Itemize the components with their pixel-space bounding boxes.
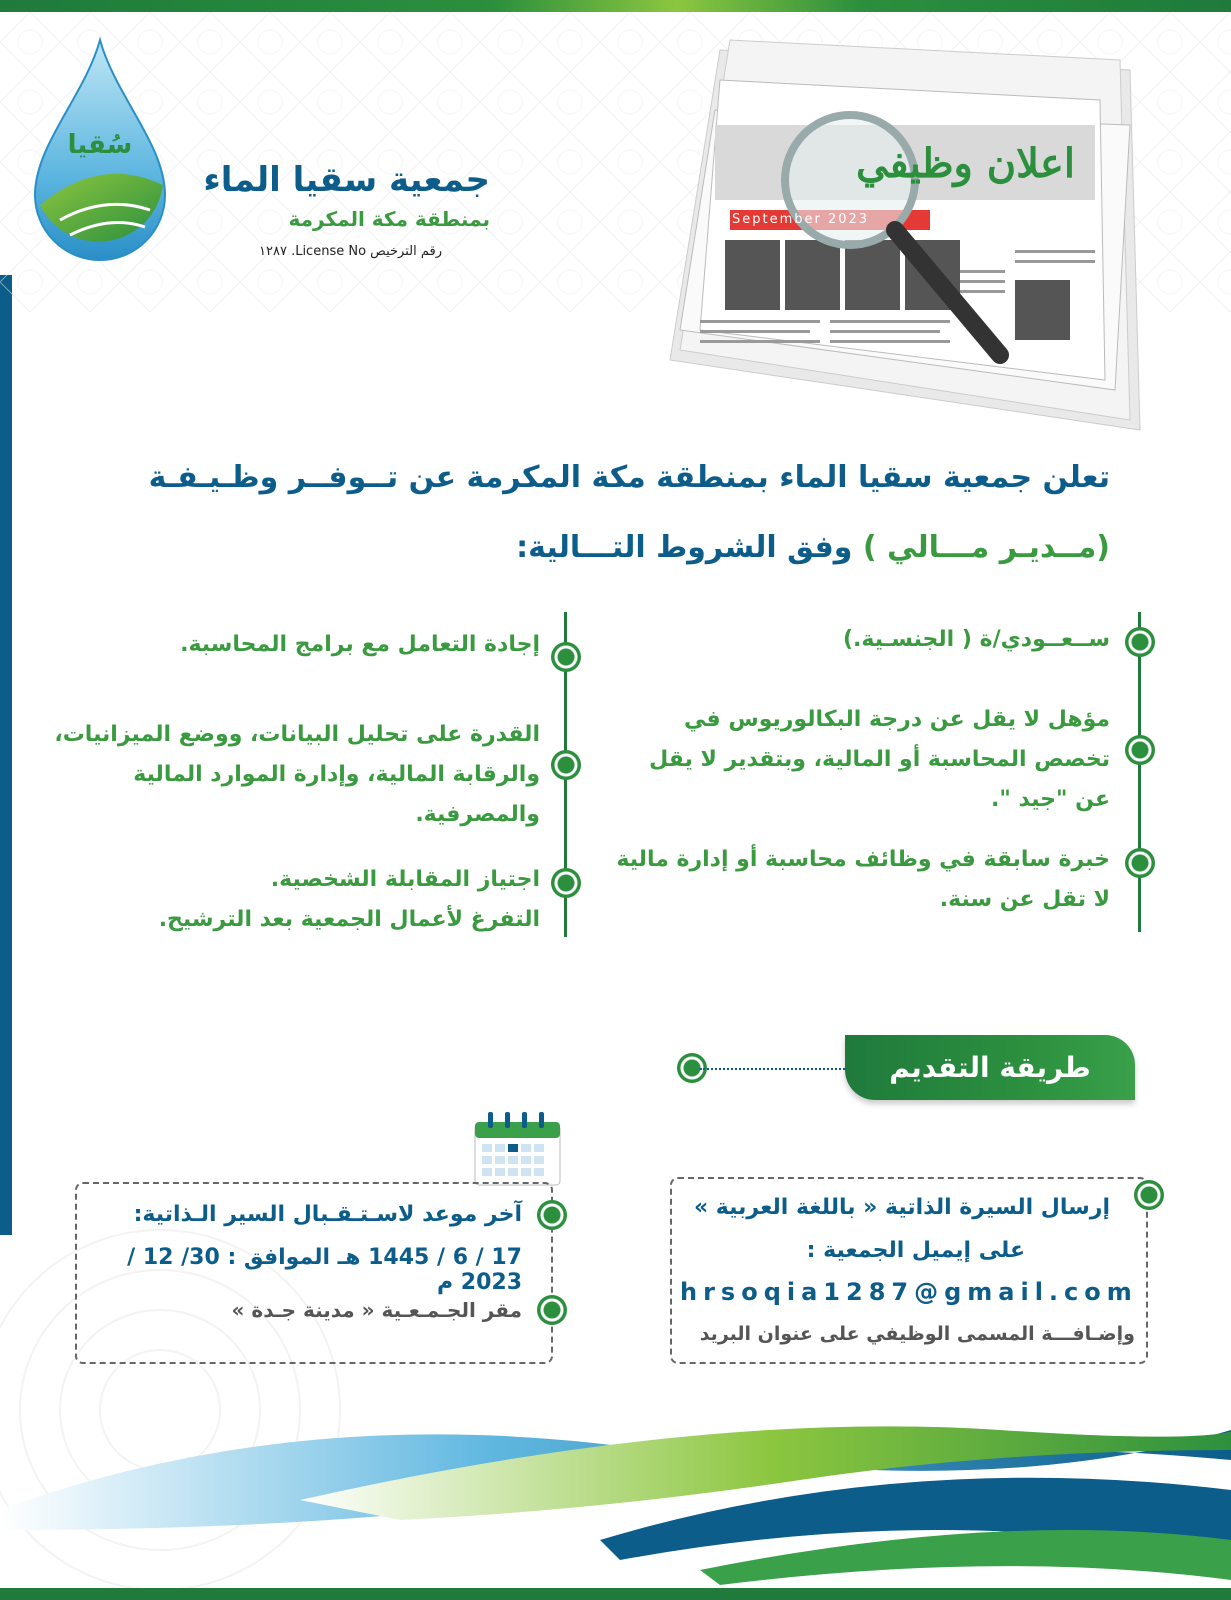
application-email[interactable]: hrsoqia1287@gmail.com	[680, 1278, 1138, 1306]
apply-connector-line	[700, 1068, 845, 1070]
condition-line: مؤهل لا يقل عن درجة البكالوريوس في	[684, 707, 1110, 732]
deadline-dot	[537, 1200, 567, 1230]
organization-region: بمنطقة مكة المكرمة	[288, 207, 490, 231]
newspaper-date: September 2023	[732, 212, 870, 227]
calendar-icon	[470, 1110, 570, 1190]
condition-line: اجتياز المقابلة الشخصية.	[270, 867, 540, 892]
condition-qualification	[590, 700, 1110, 820]
deadline-label: آخر موعد لاسـتـقـبال السير الـذاتية:	[133, 1202, 522, 1227]
condition-nationality	[590, 620, 1110, 660]
condition-line: خبرة سابقة في وظائف محاسبة أو إدارة مالية	[616, 847, 1110, 872]
newspaper-magnifier-icon	[660, 30, 1200, 450]
email-subject-note: وإضـافـــة المسمى الوظيفي على عنوان البريد	[699, 1323, 1135, 1345]
condition-line: والرقابة المالية، وإدارة الموارد المالية	[133, 762, 540, 787]
left-timeline-dot-1	[551, 642, 581, 672]
application-dot	[1134, 1180, 1164, 1210]
condition-line: إجادة التعامل مع برامج المحاسبة.	[180, 632, 540, 657]
right-timeline-dot-1	[1125, 627, 1155, 657]
condition-experience	[590, 840, 1110, 920]
condition-accounting-software	[40, 625, 540, 665]
headquarters-location: مقر الجـمـعـية « مدينة جـدة »	[231, 1298, 522, 1322]
condition-line: ســعــودي/ة ( الجنسـية.)	[842, 627, 1110, 652]
top-border	[0, 0, 1231, 12]
right-timeline-dot-2	[1125, 735, 1155, 765]
deadline-date: 17 / 6 / 1445 هـ الموافق : 30/ 12 / 2023 م	[127, 1245, 522, 1295]
hq-dot	[537, 1295, 567, 1325]
announcement-line-1: تعلن جمعية سقيا الماء بمنطقة مكة المكرمة عن تــوفــر وظـيـفـة	[148, 460, 1110, 495]
announcement-conditions-intro: وفق الشروط التـــالية:	[516, 530, 863, 565]
apply-method-title: طريقة التقديم	[845, 1035, 1135, 1100]
bottom-border	[0, 1588, 1231, 1600]
newspaper-headline: اعلان وظيفي	[856, 140, 1075, 187]
left-timeline-dot-3	[551, 868, 581, 898]
send-cv-instruction: إرسال السيرة الذاتية « باللغة العربية »	[693, 1195, 1110, 1220]
right-timeline-line	[1138, 612, 1141, 932]
condition-analysis-skills	[30, 715, 540, 835]
condition-line: والمصرفية.	[415, 802, 540, 827]
license-number: رقم الترخيص License No. ١٢٨٧	[259, 244, 442, 259]
logo-text: سُقيا	[67, 130, 133, 160]
job-title: (مــديـر مـــالي )	[862, 530, 1110, 565]
left-accent-bar	[0, 275, 12, 1235]
condition-interview	[40, 860, 540, 940]
condition-line: التفرغ لأعمال الجمعية بعد الترشيح.	[158, 907, 540, 932]
condition-line: تخصص المحاسبة أو المالية، وبتقدير لا يقل	[649, 747, 1110, 772]
condition-line: عن "جيد ".	[991, 787, 1110, 812]
condition-line: لا تقل عن سنة.	[939, 887, 1110, 912]
left-timeline-dot-2	[551, 750, 581, 780]
decorative-waves	[0, 1390, 1231, 1590]
announcement-line-2	[110, 530, 1110, 565]
condition-line: القدرة على تحليل البيانات، ووضع الميزانيات،	[54, 722, 540, 747]
organization-name: جمعية سقيا الماء	[203, 160, 490, 200]
right-timeline-dot-3	[1125, 848, 1155, 878]
email-intro: على إيميل الجمعية :	[806, 1238, 1025, 1263]
